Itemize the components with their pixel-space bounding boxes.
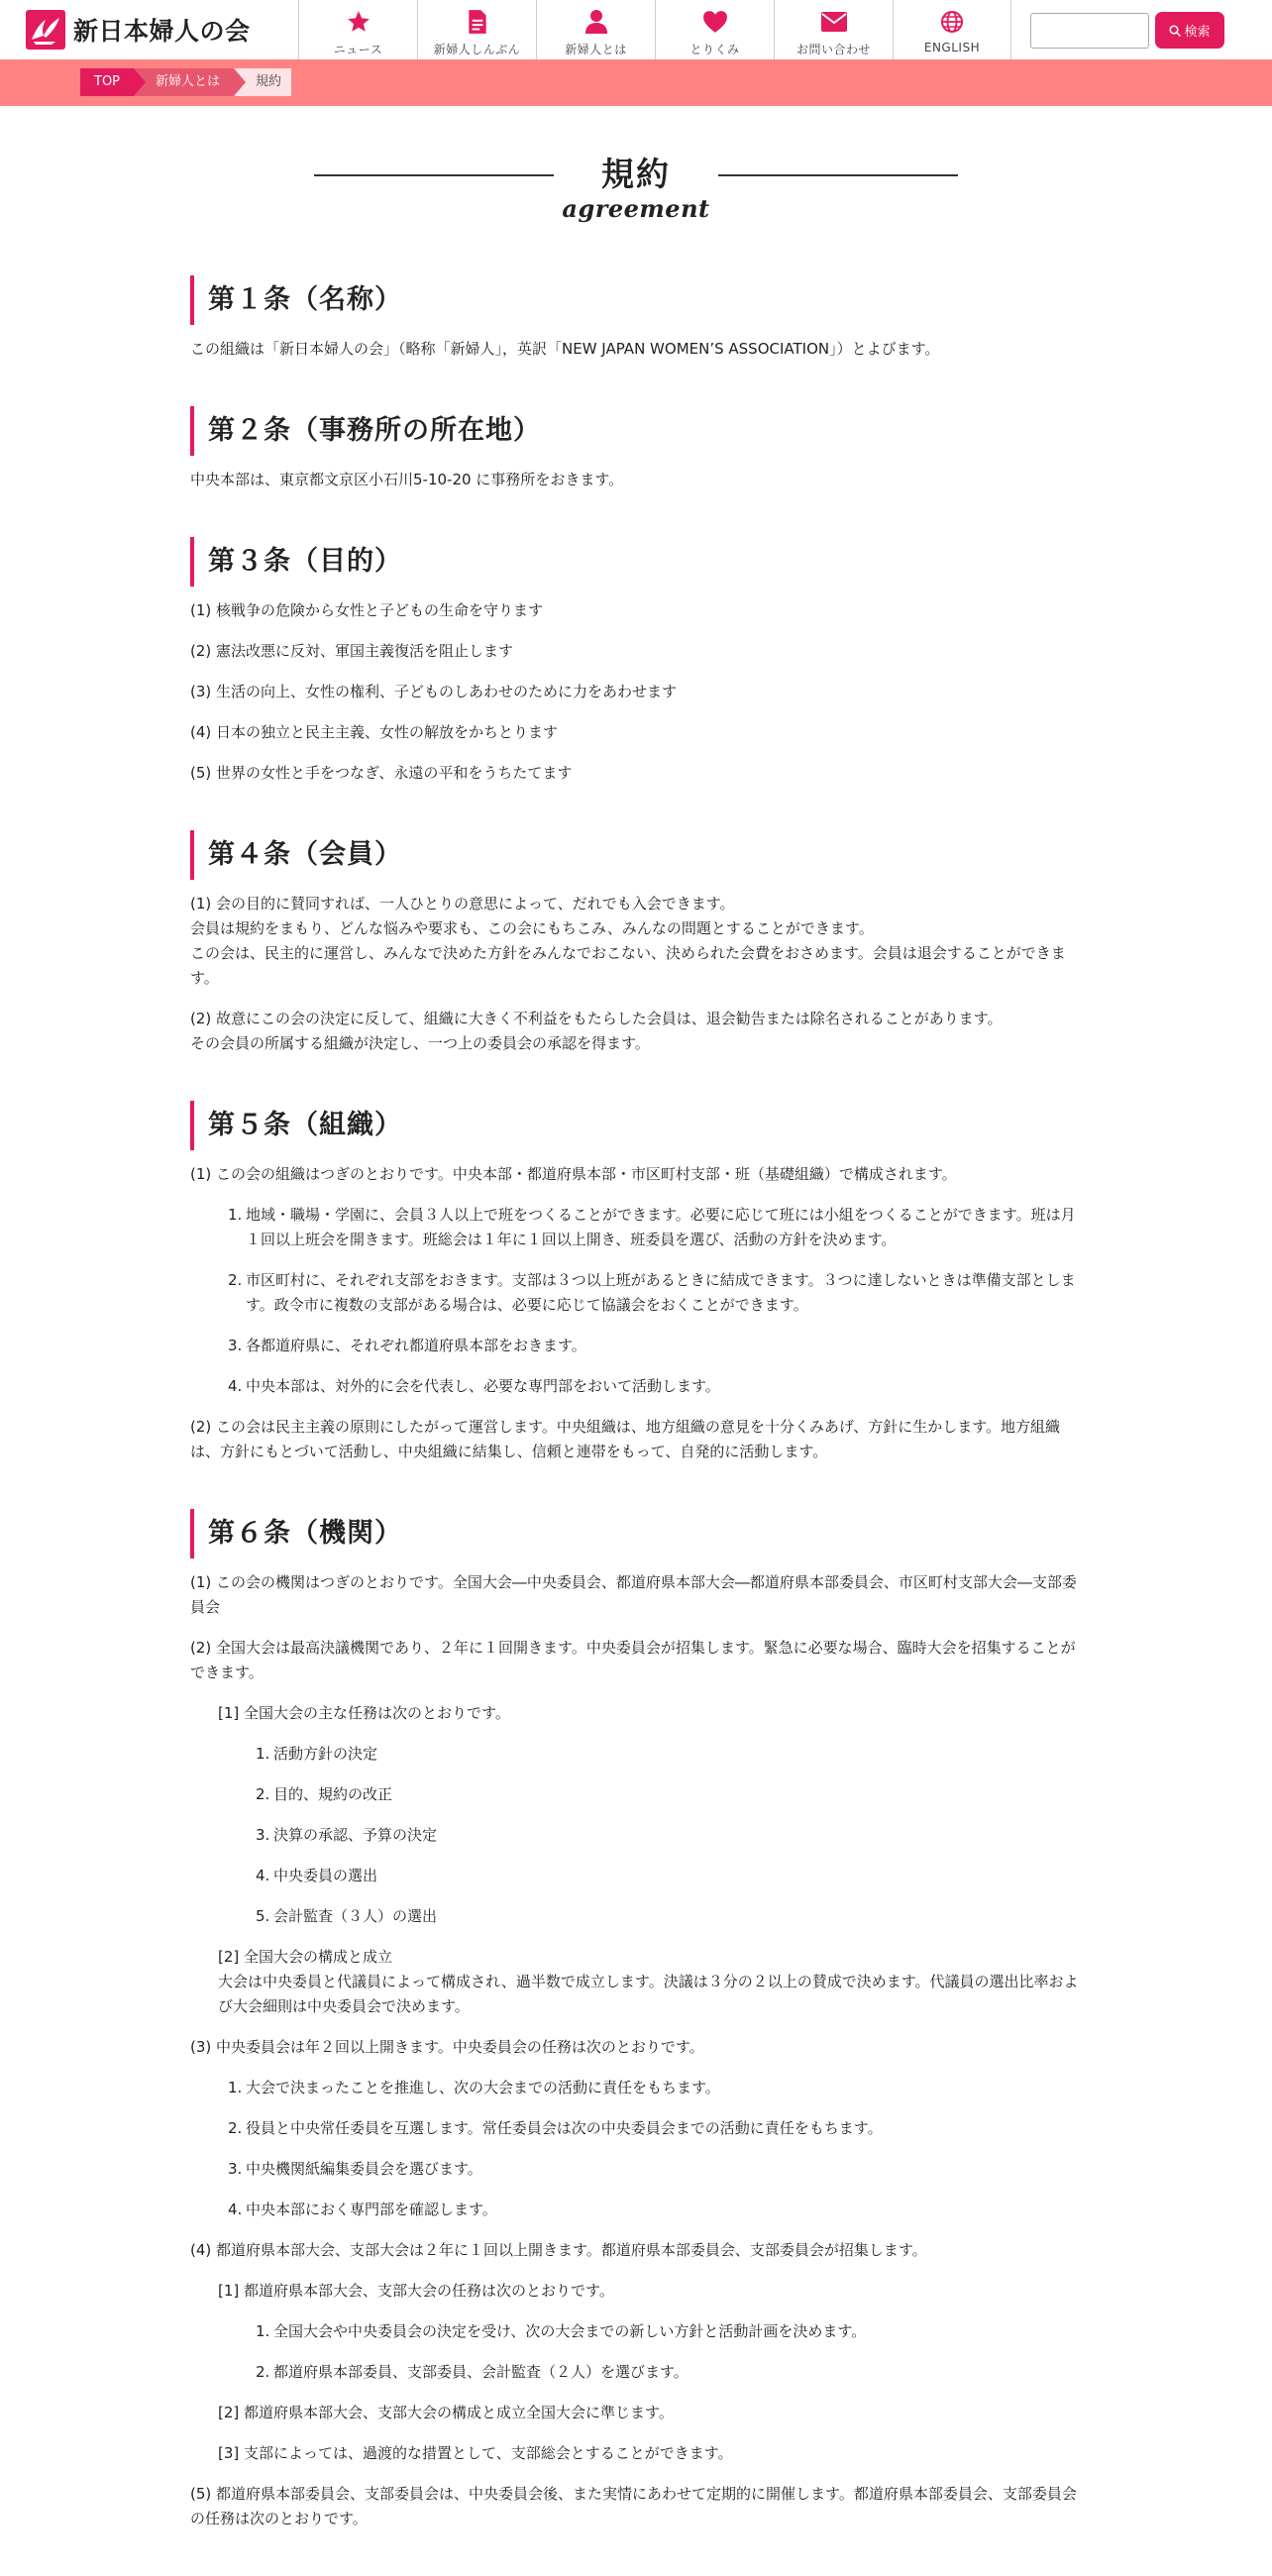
- article-paragraph: (1) この会の機関はつぎのとおりです。全国大会―中央委員会、都道府県本部大会―都道府県本部委員会、市区町村支部大会―支部委員会: [190, 1573, 1077, 1616]
- list-number: 1.: [256, 2322, 270, 2340]
- list-item: (3) 生活の向上、女性の権利、子どものしあわせのために力をあわせます: [190, 683, 678, 700]
- article-1: [190, 275, 1082, 362]
- list-number: 3.: [228, 1337, 243, 1354]
- article-title: 第６条（機関）: [190, 1509, 1082, 1558]
- list-item: (5) 世界の女性と手をつなぎ、永遠の平和をうちたてます: [190, 764, 573, 782]
- numbered-list: [190, 1203, 1082, 1399]
- list-number: 5.: [256, 1907, 270, 1925]
- list-item-text: 大会で決まったことを推進し、次の大会までの活動に責任をもちます。: [246, 2079, 720, 2096]
- list-item-text: 役員と中央常任委員を互選します。常任委員会は次の中央委員会までの活動に責任をもちます。: [246, 2119, 883, 2137]
- sub-paragraph: [1] 都道府県本部大会、支部大会の任務は次のとおりです。: [218, 2282, 614, 2300]
- page-title: 規約: [601, 155, 671, 193]
- text-line: その会員の所属する組織が決定し、一つ上の委員会の承認を得ます。: [190, 1034, 650, 1052]
- list-item-text: 会計監査（３人）の選出: [273, 1907, 438, 1925]
- list-number: 4.: [228, 1377, 243, 1395]
- nav-label: とりくみ: [689, 43, 740, 56]
- list-number: 2.: [256, 1785, 270, 1803]
- list-item-text: 地域・職場・学園に、会員３人以上で班をつくることができます。必要に応じて班には小組をつくることができます。班は月１回以上班会を開きます。班総会は１年に１回以上開き、班委員を選び、活動の方針を決めます。: [246, 1206, 1076, 1248]
- page-subtitle: agreement: [562, 194, 710, 223]
- list-item-text: 目的、規約の改正: [273, 1785, 393, 1803]
- list-item: [256, 2319, 1082, 2344]
- list-item: [228, 1268, 1082, 1318]
- text-line: この会は、民主的に運営し、みんなで決めた方針をみんなでおこない、決められた会費をおさめます。会員は退会することができます。: [190, 944, 1066, 987]
- list-number: 1.: [256, 1745, 270, 1763]
- title-divider-left: [314, 174, 554, 176]
- sub-paragraph: [1] 全国大会の主な任務は次のとおりです。: [218, 1704, 510, 1722]
- list-item-text: 中央委員の選出: [273, 1867, 378, 1884]
- text-line: 会員は規約をまもり、どんな悩みや要求も、この会にもちこみ、みんなの問題とすることができます。: [190, 919, 874, 937]
- crane-logo-icon: [26, 10, 65, 50]
- text-line: (2) 故意にこの会の決定に反して、組織に大きく不利益をもたらした会員は、退会勧告または除名されることがあります。: [190, 1010, 1003, 1027]
- article-5: [190, 1101, 1082, 1464]
- document-icon: [464, 8, 491, 36]
- article-paragraph: (3) 中央委員会は年２回以上開きます。中央委員会の任務は次のとおりです。: [190, 2038, 704, 2056]
- heart-icon: [701, 8, 729, 36]
- mail-icon: [820, 8, 848, 36]
- globe-icon: [938, 8, 966, 36]
- article-text: この組織は「新日本婦人の会」（略称「新婦人」，英訳「NEW JAPAN WOMEN’S ASSOCIATION」）とよびます。: [190, 340, 940, 358]
- search-button[interactable]: [1155, 12, 1224, 49]
- title-divider-right: [718, 174, 958, 176]
- list-number: 2.: [228, 2119, 243, 2137]
- main-content: [190, 275, 1082, 2576]
- list-number: 4.: [228, 2200, 243, 2218]
- breadcrumb-top[interactable]: [80, 68, 134, 96]
- list-item-text: 活動方針の決定: [273, 1745, 378, 1763]
- breadcrumb-bar: [0, 59, 1272, 106]
- article-paragraph: (5) 都道府県本部委員会、支部委員会は、中央委員会後、また実情にあわせて定期的に開催します。都道府県本部委員会、支部委員会の任務は次のとおりです。: [190, 2485, 1077, 2527]
- nav-item-activities[interactable]: [655, 0, 774, 59]
- nav-label: 新婦人とは: [565, 43, 627, 56]
- search-icon: [1169, 25, 1181, 37]
- article-title: 第５条（組織）: [190, 1101, 1082, 1150]
- article-text: 中央本部は、東京都文京区小石川5-10-20 に事務所をおきます。: [190, 471, 624, 488]
- article-paragraph: [190, 1007, 1082, 1056]
- nav-item-news[interactable]: [298, 0, 417, 59]
- list-number: 2.: [228, 1271, 243, 1289]
- nav-item-contact[interactable]: [774, 0, 893, 59]
- nav-label: ENGLISH: [923, 41, 981, 54]
- list-item: [228, 2157, 1082, 2182]
- site-header: [0, 0, 1272, 59]
- nav-label: お問い合わせ: [795, 43, 871, 56]
- article-paragraph: (4) 都道府県本部大会、支部大会は２年に１回以上開きます。都道府県本部委員会、支部委員会が招集します。: [190, 2241, 927, 2259]
- list-item-text: 都道府県本部委員、支部委員、会計監査（２人）を選びます。: [273, 2363, 689, 2381]
- article-paragraph: (2) 全国大会は最高決議機関であり、２年に１回開きます。中央委員会が招集します。緊急に必要な場合、臨時大会を招集することができます。: [190, 1639, 1076, 1681]
- text-line: [2] 全国大会の構成と成立: [218, 1948, 393, 1966]
- article-4: [190, 830, 1082, 1056]
- article-6: [190, 1509, 1082, 2531]
- sub-paragraph: [190, 1945, 1082, 2019]
- breadcrumb-arrow: [234, 68, 246, 96]
- article-paragraph: (1) この会の組織はつぎのとおりです。中央本部・都道府県本部・市区町村支部・班（基礎組織）で構成されます。: [190, 1165, 957, 1183]
- article-title: 第３条（目的）: [190, 537, 1082, 587]
- article-title: 第１条（名称）: [190, 275, 1082, 325]
- breadcrumb-label: 新婦人とは: [156, 74, 221, 89]
- list-number: 4.: [256, 1867, 270, 1884]
- text-line: 大会は中央委員と代議員によって構成され、過半数で成立します。決議は３分の２以上の賛成で決めます。代議員の選出比率および大会細則は中央委員会で決めます。: [218, 1973, 1079, 2015]
- sub-paragraph: [3] 支部によっては、過渡的な措置として、支部総会とすることができます。: [218, 2444, 733, 2462]
- article-title: 第２条（事務所の所在地）: [190, 406, 1082, 456]
- star-icon: [345, 8, 372, 36]
- main-nav: [298, 0, 1011, 59]
- list-item-text: 各都道府県に、それぞれ都道府県本部をおきます。: [246, 1337, 586, 1354]
- list-item: (4) 日本の独立と民主主義、女性の解放をかちとります: [190, 723, 559, 741]
- search-form: [1030, 12, 1224, 49]
- article-paragraph: (2) この会は民主主義の原則にしたがって運営します。中央組織は、地方組織の意見を十分くみあげ、方針に生かします。地方組織は、方針にもとづいて活動し、中央組織に結集し、信頼と連帯をもって、自発的に活動します。: [190, 1418, 1061, 1460]
- list-item: [256, 1823, 1082, 1848]
- list-item: [256, 1782, 1082, 1807]
- list-item: [228, 2198, 1082, 2222]
- numbered-list: [190, 1742, 1082, 1929]
- nav-item-newspaper[interactable]: [417, 0, 536, 59]
- breadcrumb-about[interactable]: [134, 68, 234, 96]
- sub-paragraph: [2] 都道府県本部大会、支部大会の構成と成立全国大会に準じます。: [218, 2404, 674, 2421]
- list-item: (2) 憲法改悪に反対、軍国主義復活を阻止します: [190, 642, 514, 660]
- search-button-label: 検索: [1184, 25, 1211, 40]
- list-item: [228, 1374, 1082, 1399]
- list-item-text: 中央本部におく専門部を確認します。: [246, 2200, 497, 2218]
- article-3: [190, 537, 1082, 786]
- list-item: [228, 2076, 1082, 2100]
- list-item-text: 市区町村に、それぞれ支部をおきます。支部は３つ以上班があるときに結成できます。３つに達しないときは準備支部とします。政令市に複数の支部がある場合は、必要に応じて協議会をおくことができます。: [246, 1271, 1076, 1314]
- list-item: [228, 1334, 1082, 1358]
- list-item: [228, 2116, 1082, 2141]
- breadcrumb-label: 規約: [256, 74, 282, 89]
- list-number: 1.: [228, 2079, 243, 2096]
- nav-item-about[interactable]: [536, 0, 655, 59]
- list-number: 2.: [256, 2363, 270, 2381]
- list-number: 1.: [228, 1206, 243, 1224]
- breadcrumb-arrow: [134, 68, 146, 96]
- list-item: [228, 1203, 1082, 1252]
- numbered-list: [190, 2319, 1082, 2385]
- list-item: [256, 2360, 1082, 2385]
- numbered-list: [190, 2076, 1082, 2222]
- breadcrumb-label: TOP: [94, 74, 121, 89]
- search-input[interactable]: [1030, 13, 1149, 49]
- list-item-text: 全国大会や中央委員会の決定を受け、次の大会までの新しい方針と活動計画を決めます。: [273, 2322, 867, 2340]
- list-item: (1) 核戦争の危険から女性と子どもの生命を守ります: [190, 601, 544, 619]
- nav-label: 新婦人しんぶん: [433, 43, 521, 56]
- list-item-text: 決算の承認、予算の決定: [273, 1826, 438, 1844]
- list-item-text: 中央本部は、対外的に会を代表し、必要な専門部をおいて活動します。: [246, 1377, 720, 1395]
- text-line: (1) 会の目的に賛同すれば、一人ひとりの意思によって、だれでも入会できます。: [190, 895, 735, 912]
- list-item: [256, 1904, 1082, 1929]
- breadcrumb: [80, 68, 291, 96]
- page-title-block: [0, 149, 1272, 223]
- nav-label: ニュース: [333, 43, 383, 56]
- list-number: 3.: [228, 2160, 243, 2178]
- site-name: 新日本婦人の会: [73, 17, 251, 46]
- nav-item-english[interactable]: [893, 0, 1011, 59]
- list-number: 3.: [256, 1826, 270, 1844]
- site-logo[interactable]: [26, 9, 251, 51]
- article-paragraph: [190, 892, 1082, 991]
- list-item: [256, 1742, 1082, 1767]
- list-item: [256, 1864, 1082, 1888]
- list-item-text: 中央機関紙編集委員会を選びます。: [246, 2160, 482, 2178]
- article-title: 第４条（会員）: [190, 830, 1082, 880]
- article-2: [190, 406, 1082, 492]
- person-icon: [583, 8, 610, 36]
